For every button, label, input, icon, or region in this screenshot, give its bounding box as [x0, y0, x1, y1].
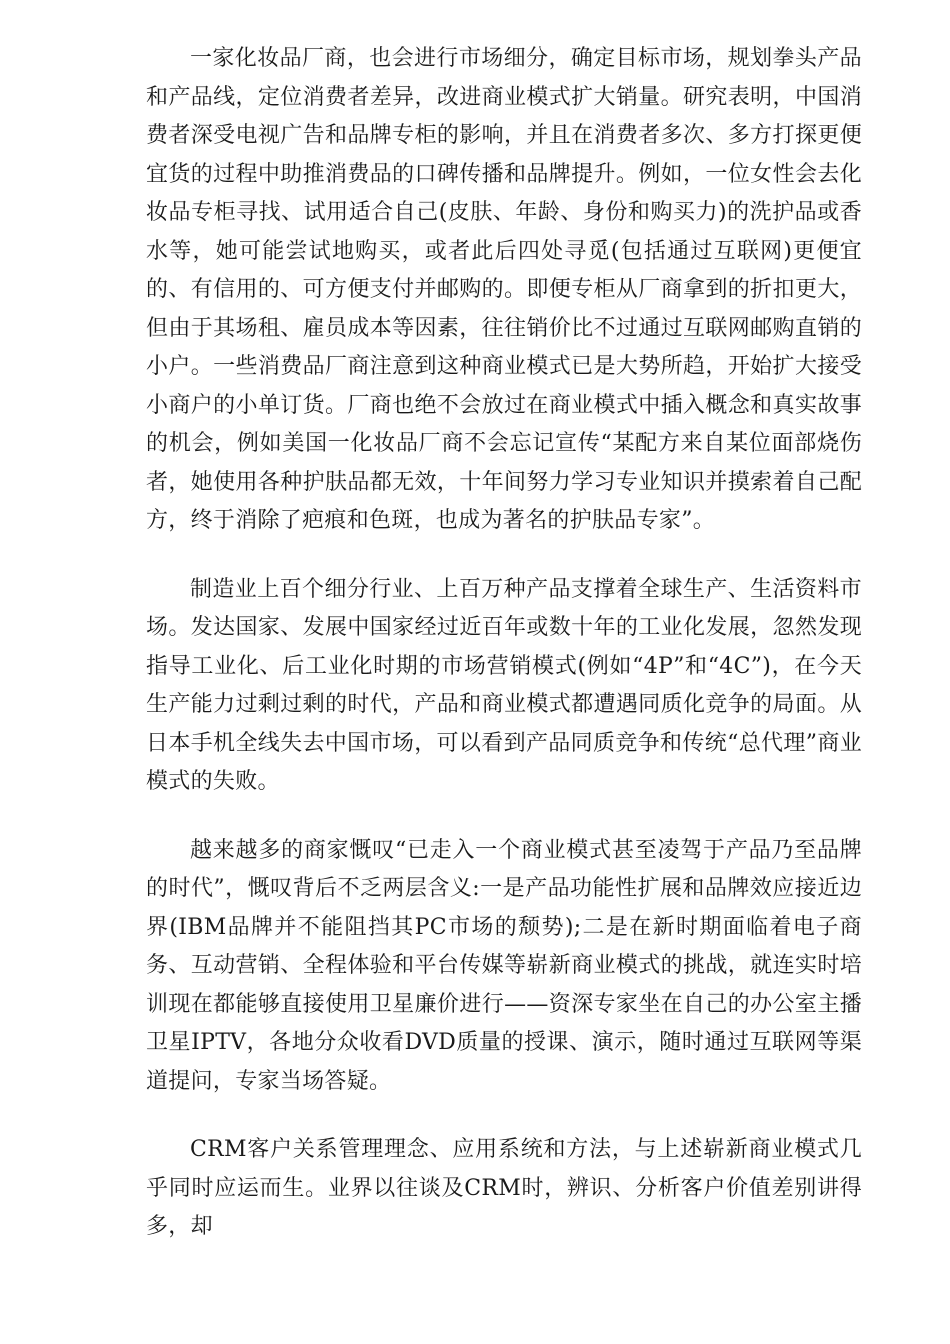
paragraph-3: 越来越多的商家慨叹“已走入一个商业模式甚至凌驾于产品乃至品牌的时代”，慨叹背后不乏两层含义:一是产品功能性扩展和品牌效应接近边界(IBM品牌并不能阻挡其PC市场的颓势);二是在新时期面临着电子商务、互动营销、全程体验和平台传媒等崭新商业模式的挑战，就连实时培训现在都能够直接使用卫星廉价进行——资深专家坐在自己的办公室主播卫星IPTV，各地分众收看DVD质量的授课、演示，随时通过互联网等渠道提问，专家当场答疑。: [146, 837, 862, 1094]
document-body: [146, 40, 862, 1277]
paragraph-1: 一家化妆品厂商，也会进行市场细分，确定目标市场，规划拳头产品和产品线，定位消费者差异，改进商业模式扩大销量。研究表明，中国消费者深受电视广告和品牌专柜的影响，并且在消费者多次、多方打探更便宜货的过程中助推消费品的口碑传播和品牌提升。例如，一位女性会去化妆品专柜寻找、试用适合自己(皮肤、年龄、身份和购买力)的洗护品或香水等，她可能尝试地购买，或者此后四处寻觅(包括通过互联网)更便宜的、有信用的、可方便支付并邮购的。即便专柜从厂商拿到的折扣更大，但由于其场租、雇员成本等因素，往往销价比不过通过互联网邮购直销的小户。一些消费品厂商注意到这种商业模式已是大势所趋，开始扩大接受小商户的小单订货。厂商也绝不会放过在商业模式中插入概念和真实故事的机会，例如美国一化妆品厂商不会忘记宣传“某配方来自某位面部烧伤者，她使用各种护肤品都无效，十年间努力学习专业知识并摸索着自己配方，终于消除了疤痕和色斑，也成为著名的护肤品专家”。: [146, 46, 862, 533]
paragraph-2: 制造业上百个细分行业、上百万种产品支撑着全球生产、生活资料市场。发达国家、发展中国家经过近百年或数十年的工业化发展，忽然发现指导工业化、后工业化时期的市场营销模式(例如“4P”和“4C”)，在今天生产能力过剩过剩的时代，产品和商业模式都遭遇同质化竞争的局面。从日本手机全线失去中国市场，可以看到产品同质竞争和传统“总代理”商业模式的失败。: [146, 576, 862, 794]
paragraph-4: CRM客户关系管理理念、应用系统和方法，与上述崭新商业模式几乎同时应运而生。业界以往谈及CRM时，辨识、分析客户价值差别讲得多，却: [146, 1137, 862, 1239]
